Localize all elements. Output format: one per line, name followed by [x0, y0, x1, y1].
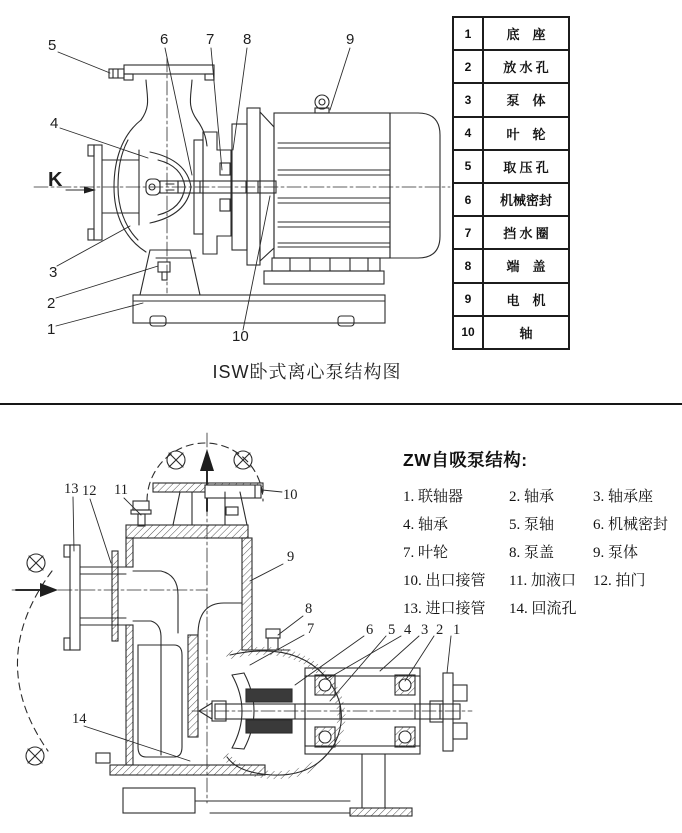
- table-cell-num: 9: [454, 284, 484, 315]
- motor-feet: [264, 258, 384, 284]
- legend-item: 6. 机械密封: [593, 517, 669, 533]
- seal-housing: [194, 124, 247, 254]
- callout-label: 12: [82, 483, 97, 499]
- isw-pump-drawing: [0, 0, 460, 352]
- legend-item: 2. 轴承: [509, 489, 555, 505]
- table-row: [454, 317, 568, 350]
- legend-item: 11. 加液口: [509, 573, 576, 589]
- table-row: [454, 184, 568, 217]
- callout-label: 9: [287, 549, 295, 565]
- callout-label: 5: [48, 37, 57, 54]
- table-cell-name: 底 座: [506, 27, 546, 43]
- legend-item: 5. 泵轴: [509, 517, 555, 533]
- callout-label: 4: [50, 115, 59, 132]
- callout-label: 8: [243, 31, 252, 48]
- filling-plug: [131, 501, 151, 526]
- legend-grid: [403, 485, 679, 618]
- discharge-flange: [124, 65, 214, 120]
- legend-item: 7. 叶轮: [403, 545, 449, 561]
- section-divider: [0, 403, 682, 405]
- suction-flange: [88, 145, 139, 240]
- callout-label: 1: [47, 321, 56, 338]
- callout-label: 6: [366, 622, 374, 638]
- callout-label: 3: [49, 264, 58, 281]
- legend-item: 10. 出口接管: [403, 573, 486, 589]
- table-row: [454, 151, 568, 184]
- table-cell-num: 5: [454, 151, 484, 182]
- base-frame: [133, 295, 385, 326]
- legend-item: 4. 轴承: [403, 517, 449, 533]
- pressure-tap-plug: [109, 69, 124, 78]
- table-cell-name: 端 盖: [506, 259, 546, 275]
- legend-item: 8. 泵盖: [509, 545, 555, 561]
- table-cell-name: 挡 水 圈: [503, 226, 549, 242]
- legend-item: 12. 拍门: [593, 573, 646, 589]
- crosshair-bolt-icon: [26, 747, 44, 765]
- table-cell-num: 8: [454, 250, 484, 281]
- flap-valve: [17, 551, 118, 751]
- flow-up-arrow-icon: [200, 449, 214, 511]
- callout-label: 11: [114, 482, 128, 498]
- table-cell-num: 2: [454, 51, 484, 82]
- legend-item: 9. 泵体: [593, 545, 639, 561]
- callout-label: 3: [421, 622, 429, 638]
- top-callouts: [47, 31, 354, 345]
- parts-table: [452, 16, 570, 350]
- table-cell-name: 泵 体: [506, 93, 546, 109]
- view-direction-arrow-icon: [66, 187, 96, 194]
- table-cell-name: 电 机: [506, 292, 546, 308]
- pump-pedestal: [140, 250, 200, 295]
- callout-label: 8: [305, 601, 313, 617]
- base-supports: [123, 754, 412, 816]
- callout-label: 7: [307, 621, 315, 637]
- coupling: [430, 673, 467, 751]
- table-cell-num: 1: [454, 18, 484, 49]
- callout-label: 4: [404, 622, 412, 638]
- table-row: [454, 51, 568, 84]
- table-cell-name: 轴: [519, 325, 533, 341]
- legend-item: 3. 轴承座: [593, 489, 654, 505]
- table-cell-num: 3: [454, 84, 484, 115]
- callout-label: 6: [160, 31, 169, 48]
- callout-label: 1: [453, 622, 461, 638]
- table-cell-name: 机械密封: [499, 193, 552, 209]
- callout-label: 7: [206, 31, 215, 48]
- table-row: [454, 217, 568, 250]
- callout-label: 14: [72, 711, 87, 727]
- callout-label: 2: [47, 295, 56, 312]
- table-cell-name: 放 水 孔: [503, 60, 549, 76]
- table-cell-name: 取 压 孔: [503, 159, 549, 175]
- view-label: K: [48, 169, 63, 191]
- table-cell-num: 7: [454, 217, 484, 248]
- legend-title: ZW自吸泵结构:: [403, 450, 528, 470]
- crosshair-bolt-icon: [27, 554, 45, 572]
- crosshair-bolt-icon: [234, 451, 252, 469]
- table-cell-num: 6: [454, 184, 484, 215]
- table-row: [454, 18, 568, 51]
- table-cell-num: 4: [454, 118, 484, 149]
- table-row: [454, 284, 568, 317]
- table-row: [454, 118, 568, 151]
- legend-item: 1. 联轴器: [403, 489, 464, 505]
- legend-item: 13. 进口接管: [403, 601, 486, 617]
- table-cell-num: 10: [454, 317, 484, 348]
- callout-label: 10: [283, 487, 298, 503]
- table-row: [454, 84, 568, 117]
- callout-label: 13: [64, 481, 79, 497]
- eyebolt-icon: [315, 95, 329, 113]
- table-row: [454, 250, 568, 283]
- table-cell-name: 叶 轮: [506, 126, 546, 142]
- crosshair-bolt-icon: [167, 451, 185, 469]
- callout-label: 10: [232, 328, 249, 345]
- top-diagram-caption: ISW卧式离心泵结构图: [212, 362, 402, 382]
- callout-label: 5: [388, 622, 396, 638]
- callout-label: 9: [346, 31, 355, 48]
- callout-label: 2: [436, 622, 444, 638]
- legend-item: 14. 回流孔: [509, 601, 577, 617]
- legend: [403, 447, 679, 618]
